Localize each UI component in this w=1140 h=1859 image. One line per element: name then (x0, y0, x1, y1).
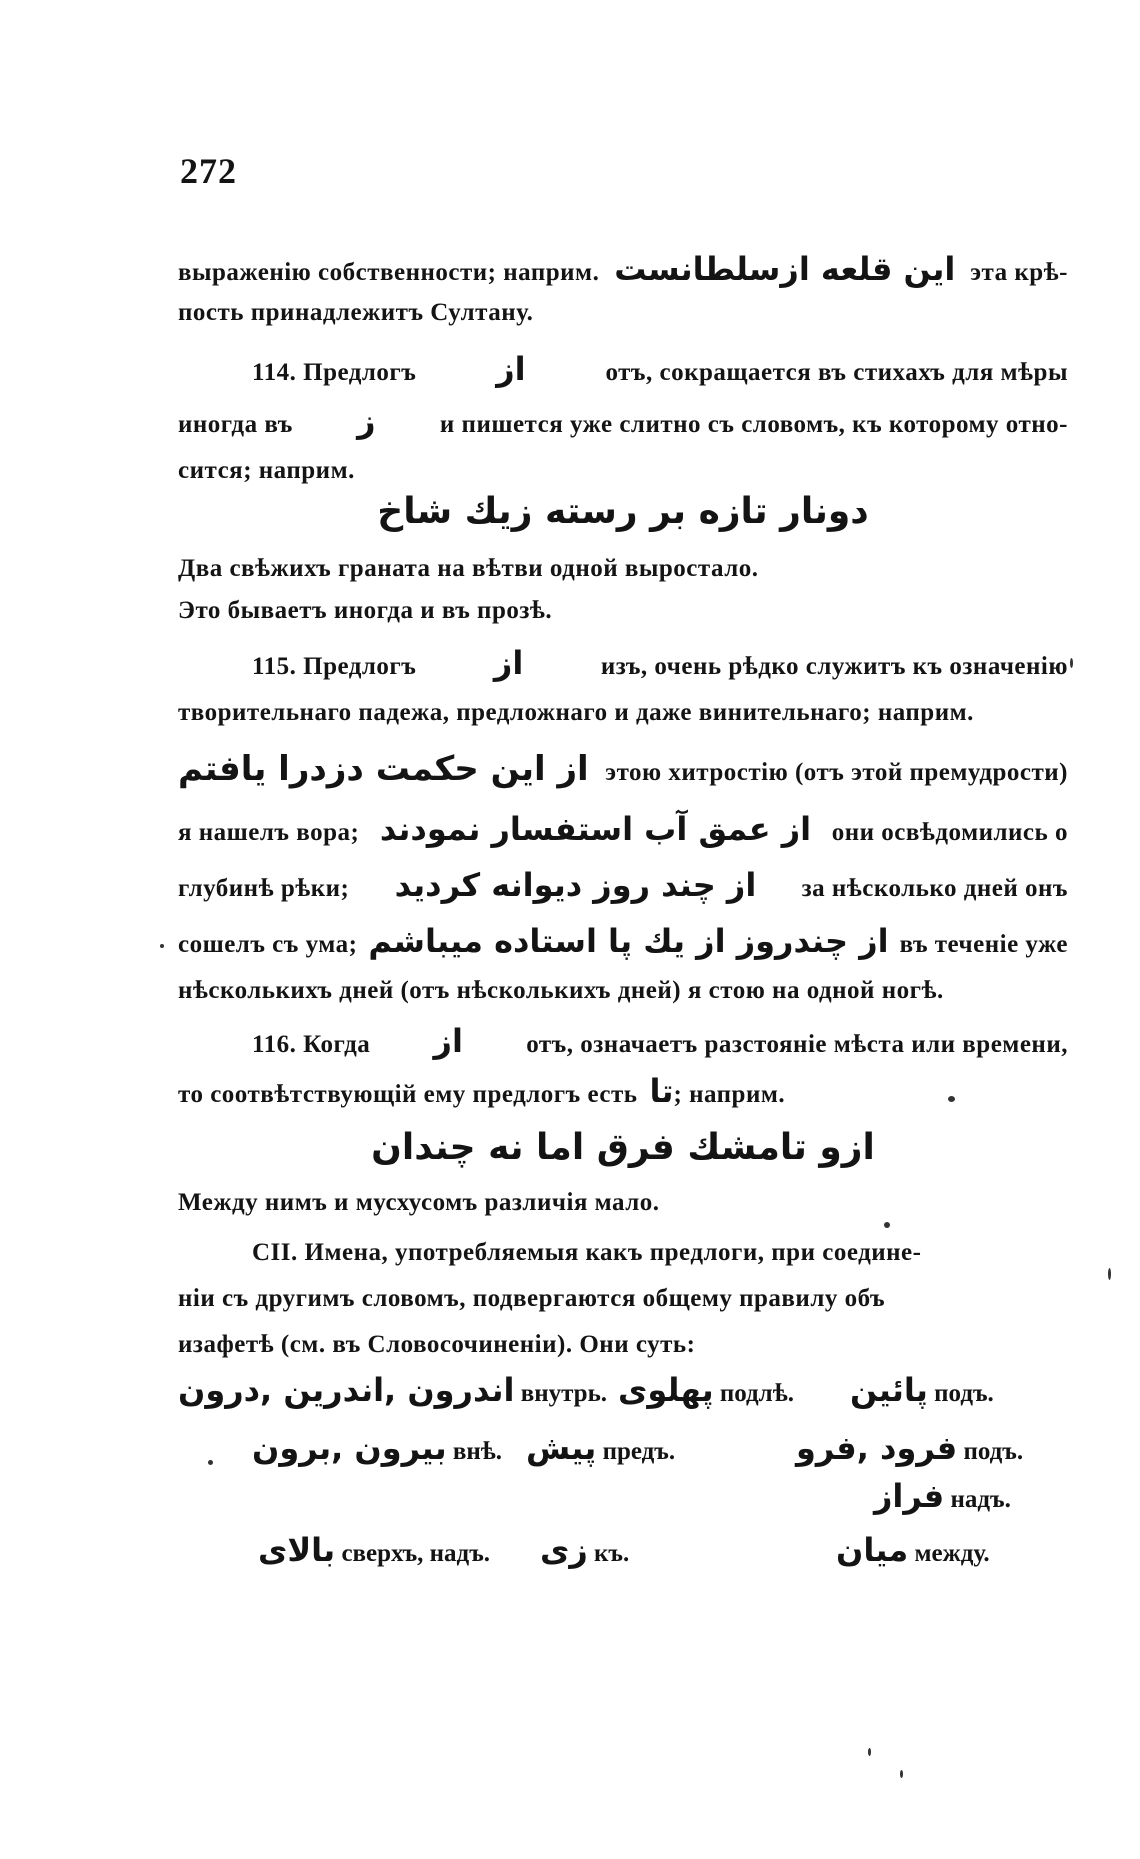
arabic-example-1: دونار تازه بر رسته زيك شاخ (377, 491, 869, 532)
line-11-arabic: از عمق آب استفسار نمودند (379, 810, 812, 848)
grid-row-1-col-3 (850, 1370, 994, 1414)
text-line-16 (178, 1074, 1068, 1112)
line-8-text-a: 115. Предлогъ (252, 653, 417, 680)
grid-row-3-text-3: надъ. (950, 1486, 1011, 1513)
scan-speck (868, 1748, 871, 1756)
grid-row-1-arabic-2: پهلوى (618, 1371, 714, 1409)
line-8-arabic: از (493, 644, 524, 682)
grid-row-1-col-2 (618, 1370, 794, 1414)
scan-speck (160, 944, 164, 948)
scan-speck (208, 1460, 213, 1465)
line-3-text-a: 114. Предлогъ (252, 359, 417, 386)
text-line-3 (178, 352, 1068, 390)
scan-speck (1108, 1268, 1111, 1280)
grid-row-4-arabic-3: ميان (836, 1531, 909, 1569)
arabic-example-2: ازو تامشك فرق اما نه چندان (371, 1127, 875, 1168)
text-line-19: ніи съ другимъ словомъ, подвергаются общему правилу объ (178, 1285, 886, 1312)
grid-row-1-text-1: внутрь. (520, 1380, 608, 1407)
text-line-15 (178, 1024, 1068, 1062)
line-8-text-b: изъ, очень рѣдко служитъ къ означенію (600, 653, 1068, 680)
grid-row-1-arabic-3: پائين (850, 1371, 928, 1409)
text-line-1 (178, 252, 1068, 290)
grid-row-1-arabic-1: اندرون ,اندرين ,درون (178, 1371, 515, 1409)
text-line-4 (178, 404, 1068, 442)
grid-row-4-text-2: къ. (594, 1540, 630, 1567)
line-16-text-a: то соотвѣтствующій ему предлогъ есть (178, 1081, 638, 1108)
text-line-8 (178, 646, 1068, 684)
grid-row-4-col-1 (258, 1530, 490, 1574)
text-line-13 (178, 924, 1068, 962)
line-11-text-b: они освѣдомились о (831, 819, 1068, 846)
line-12-text-a: глубинѣ рѣки; (178, 875, 350, 902)
line-10-arabic: از اين حكمت دزدرا يافتم (178, 749, 589, 789)
text-line-6: Два свѣжихъ граната на вѣтви одной выростало. (178, 555, 759, 582)
page-number: 272 (180, 151, 237, 191)
line-13-arabic: از چندروز از يك پا استاده ميباشم (368, 922, 889, 960)
grid-row-2-text-1: внѣ. (452, 1438, 503, 1465)
line-3-text-b: отъ, сокращается въ стихахъ для мѣры (605, 359, 1068, 386)
line-4-text-b: и пишется уже слитно съ словомъ, къ которому отно- (439, 411, 1068, 438)
line-4-text-a: иногда въ (178, 411, 293, 438)
text-line-17: Между нимъ и мусхусомъ различія мало. (178, 1189, 660, 1216)
grid-row-4-arabic-2: زى (540, 1531, 588, 1569)
line-12-text-b: за нѣсколько дней онъ (801, 875, 1068, 902)
text-line-5: сится; наприм. (178, 457, 355, 484)
text-line-14: нѣсколькихъ дней (отъ нѣсколькихъ дней) я стою на одной ногѣ. (178, 977, 944, 1004)
line-1-text-a: выраженію собственности; наприм. (178, 259, 600, 286)
line-1-arabic: اين قلعه ازسلطانست (614, 250, 956, 288)
grid-row-3-col-3 (874, 1476, 1011, 1520)
text-line-9: творительнаго падежа, предложнаго и даже винительнаго; наприм. (178, 699, 974, 726)
grid-row-2-arabic-1: بيرون ,برون (252, 1429, 447, 1467)
grid-row-2-text-2: предъ. (602, 1438, 676, 1465)
line-13-text-b: въ теченіе уже (899, 931, 1068, 958)
line-15-text-b: отъ, означаетъ разстояніе мѣста или времени, (526, 1031, 1068, 1058)
line-16-text-b: ; наприм. (673, 1081, 786, 1108)
text-line-11 (178, 812, 1068, 850)
line-15-text-a: 116. Когда (252, 1031, 371, 1058)
grid-row-2-col-1 (252, 1428, 502, 1472)
scan-speck (948, 1096, 955, 1102)
text-line-12 (178, 868, 1068, 906)
grid-row-2-arabic-3: فرود ,فرو (796, 1429, 958, 1467)
line-13-text-a: сошелъ съ ума; (178, 931, 358, 958)
line-11-text-a: я нашелъ вора; (178, 819, 360, 846)
text-line-2: пость принадлежитъ Султану. (178, 299, 534, 326)
grid-row-4-text-1: сверхъ, надъ. (341, 1540, 491, 1567)
grid-row-3-arabic-3: فراز (874, 1477, 945, 1515)
grid-row-2-col-2 (526, 1428, 675, 1472)
scan-speck (1070, 658, 1073, 668)
grid-row-1-text-3: подъ. (934, 1380, 994, 1407)
grid-row-4-text-3: между. (914, 1540, 990, 1567)
grid-row-2-arabic-2: پيش (526, 1429, 597, 1467)
text-line-10 (178, 749, 1068, 790)
line-16-arabic: تا (649, 1072, 674, 1110)
grid-row-2-col-3 (796, 1428, 1023, 1472)
grid-row-4-col-3 (836, 1530, 990, 1574)
grid-row-4-arabic-1: بالاى (258, 1531, 336, 1569)
line-12-arabic: از چند روز ديوانه كرديد (394, 866, 757, 904)
line-4-arabic: ز (357, 402, 376, 440)
grid-row-4-col-2 (540, 1530, 629, 1574)
grid-row-2-text-3: подъ. (963, 1438, 1024, 1465)
text-line-20: изафетѣ (см. въ Словосочиненіи). Они суть: (178, 1331, 696, 1358)
line-1-text-b: эта крѣ- (970, 259, 1068, 286)
text-line-18: СII. Имена, употребляемыя какъ предлоги, при соедине- (252, 1239, 922, 1266)
scan-speck (884, 1222, 890, 1228)
text-line-7: Это бываетъ иногда и въ прозѣ. (178, 597, 553, 624)
grid-row-1-text-2: подлѣ. (719, 1380, 794, 1407)
line-10-text-b: этою хитростію (отъ этой премудрости) (605, 759, 1068, 786)
grid-row-1-col-1 (178, 1370, 607, 1414)
line-15-arabic: از (433, 1022, 463, 1060)
scan-speck (900, 1770, 903, 1778)
line-3-arabic: از (496, 350, 526, 388)
